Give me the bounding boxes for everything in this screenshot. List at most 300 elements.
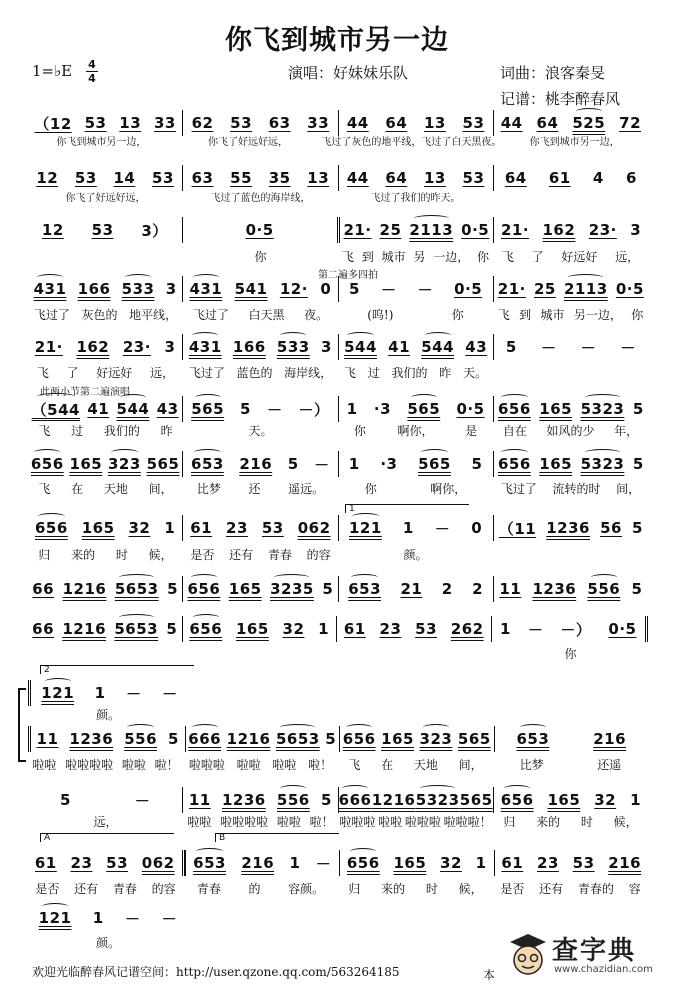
segment-mark-a: A	[40, 833, 174, 842]
time-signature	[86, 59, 98, 84]
lyric-word: 飞	[36, 365, 49, 380]
lyric-measure	[28, 189, 183, 204]
lyric-measure	[28, 422, 183, 439]
notation-row	[28, 787, 648, 813]
lyric-row	[28, 756, 648, 772]
note-group: 0·5	[456, 400, 485, 418]
note-group: 165	[539, 400, 573, 418]
note-group: 565	[407, 400, 441, 418]
lyric-measure	[493, 756, 648, 773]
note-group: 565	[146, 455, 180, 473]
note-group: 44	[500, 114, 523, 132]
note-group: 653	[193, 854, 226, 872]
lyric-word: 间，	[616, 481, 641, 496]
lyric-word: 天地	[103, 481, 128, 496]
note-group: 5	[59, 791, 71, 809]
lyric-measure	[28, 364, 183, 381]
measure	[493, 276, 648, 302]
lyric-word: 过	[71, 423, 84, 438]
measure	[28, 726, 185, 752]
note-group: 63	[191, 169, 214, 187]
note-group: 656	[34, 519, 68, 537]
note-group: 544	[344, 338, 377, 356]
note-group: 61	[190, 519, 213, 537]
note-group: 2113	[563, 280, 608, 298]
note-group: 53	[74, 169, 97, 187]
measure	[182, 396, 337, 422]
measure	[28, 616, 182, 642]
note-group: 13	[307, 169, 330, 187]
note-group: 0·5	[454, 280, 483, 298]
lyric-word: 你	[254, 249, 267, 264]
lyric-word: 到	[361, 249, 374, 264]
note-group: 5653	[275, 730, 320, 748]
lyric-word: 归	[503, 814, 516, 829]
lyric-measure	[321, 133, 501, 148]
note-group: 431	[188, 338, 222, 356]
note-group: 5653	[114, 620, 159, 638]
note-group: －	[266, 400, 283, 419]
note-group: 23·	[122, 338, 151, 356]
lyric-word: 青春的	[577, 881, 614, 896]
lyric-word: 啦啦	[236, 757, 261, 772]
note-group: －	[314, 455, 330, 474]
lyric-word: 来的	[536, 814, 561, 829]
note-group: （11	[498, 519, 537, 538]
lyric-word: 飞过了	[500, 481, 537, 496]
measure	[338, 334, 493, 360]
note-group: 544	[421, 338, 455, 356]
lyric-word: 的容	[306, 547, 331, 562]
lyric-word: 遥远。	[288, 481, 325, 496]
system-brace	[18, 688, 26, 762]
note-group: 11	[36, 730, 59, 748]
measure	[493, 576, 648, 602]
singer-credit: 演唱：好妹妹乐队	[288, 64, 409, 82]
notation-row	[28, 905, 188, 931]
lyric-word: 还有	[229, 547, 254, 562]
lyric-measure	[338, 422, 493, 439]
note-group: 21·	[34, 338, 63, 356]
lyric-word: 候，	[613, 814, 638, 829]
measure	[338, 576, 493, 602]
measure	[28, 787, 182, 813]
lyric-word: 城市	[381, 249, 406, 264]
note-group: 216	[241, 854, 275, 872]
note-group: 63	[268, 114, 291, 132]
note-group: 162	[76, 338, 110, 356]
note-group: 23	[70, 854, 93, 872]
lyric-measure	[183, 756, 338, 773]
measure	[338, 515, 493, 541]
note-group: 4	[592, 169, 604, 187]
lyric-row	[28, 306, 648, 322]
note-group: 61	[501, 854, 524, 872]
measure	[182, 515, 337, 541]
note-group: 165	[228, 580, 262, 598]
note-group: 5	[166, 620, 178, 638]
lyric-measure	[338, 756, 493, 773]
note-group: 1216	[62, 620, 107, 638]
lyric-word: 你	[631, 307, 644, 322]
note-group: 23	[379, 620, 402, 638]
lyric-word: 还有	[539, 881, 564, 896]
note-group: 1216	[226, 730, 271, 748]
transcriber-credit: 记谱：桃李醉春风	[500, 90, 621, 108]
lyric-word: 青春	[196, 881, 221, 896]
note-group: 556	[587, 580, 621, 598]
note-group: 121	[38, 909, 72, 927]
lyric-measure	[183, 480, 338, 497]
lyric-row	[28, 706, 188, 722]
lyric-word: 我们的	[391, 365, 428, 380]
note-group: 1	[475, 854, 487, 872]
lyric-row	[28, 546, 648, 562]
lyric-word: 海岸线，	[284, 365, 333, 380]
lyric-row	[28, 188, 648, 204]
note-group: 565	[459, 791, 493, 809]
lyric-row	[28, 364, 648, 380]
lyric-word: 你	[477, 249, 490, 264]
lyric-word: 另	[413, 249, 426, 264]
note-group: 1	[164, 519, 176, 537]
lyric-measure	[28, 880, 183, 897]
note-group: ·3	[373, 400, 392, 418]
lyric-measure	[28, 706, 188, 723]
lyric-word: 比梦	[196, 481, 221, 496]
lyric-word: 飞	[501, 249, 514, 264]
note-group: 5323	[415, 791, 460, 809]
measure	[28, 276, 182, 302]
note-group: 53	[462, 114, 485, 132]
lyric-word: 飞	[38, 423, 51, 438]
note-group: 0	[471, 519, 483, 537]
note-group: 5	[631, 580, 643, 598]
note-group: 062	[297, 519, 331, 537]
note-group: 121	[349, 519, 382, 537]
measure	[336, 616, 491, 642]
measure	[185, 850, 340, 876]
note-group: 13	[423, 114, 446, 132]
annotation-second-time: 第二遍多四拍	[318, 270, 378, 281]
note-group: 72	[619, 114, 642, 132]
notation-row	[28, 680, 188, 706]
lyric-word: 时	[425, 881, 438, 896]
lyric-measure	[183, 422, 338, 439]
note-group: 55	[230, 169, 253, 187]
note-group: 323	[108, 455, 141, 473]
measure	[182, 787, 337, 813]
lyric-measure	[183, 880, 338, 897]
lyric-word: 容颜。	[288, 881, 325, 896]
lyric-word: 飞	[341, 249, 354, 264]
lyric-word: 如风的少	[546, 423, 595, 438]
lyric-measure	[493, 813, 648, 830]
lyric-word: 天。	[248, 423, 273, 438]
lyric-measure	[338, 248, 493, 265]
note-group: 53	[230, 114, 253, 132]
note-group: 53	[84, 114, 107, 132]
note-group: 12·	[279, 280, 308, 298]
note-group: 533	[276, 338, 310, 356]
lyric-measure	[175, 133, 322, 148]
lyric-word: 好远好	[561, 249, 598, 264]
measure	[491, 616, 649, 642]
measure	[28, 334, 182, 360]
lyricist-credit: 词曲：浪客秦旻	[500, 64, 606, 82]
note-group: 53	[91, 221, 114, 239]
lyric-word: 啊你，	[430, 481, 467, 496]
note-group: 262	[450, 620, 484, 638]
note-group: 5	[168, 730, 179, 748]
note-group: 21·	[497, 280, 526, 298]
lyric-word: 容	[628, 881, 641, 896]
notation-row	[28, 850, 648, 876]
logo-text: 查字典	[552, 936, 637, 966]
measure	[28, 451, 182, 477]
note-group: 11	[188, 791, 211, 809]
lyric-measure	[493, 306, 648, 323]
lyric-word: 间，	[148, 481, 173, 496]
note-group: 1	[402, 519, 414, 537]
note-group: 1	[318, 620, 330, 638]
lyric-word: 蓝色的	[236, 365, 273, 380]
note-group: 6	[625, 169, 637, 187]
lyric-word: 远，	[615, 249, 640, 264]
note-group: 53	[261, 519, 284, 537]
lyric-word: 你飞了好远好远，	[208, 136, 288, 148]
lyric-word: 啦啦啦	[339, 814, 376, 829]
lyric-measure	[338, 364, 493, 381]
note-group: 666	[338, 791, 372, 809]
lyric-word: 比梦	[519, 757, 544, 772]
lyric-row	[28, 934, 188, 950]
lyric-word: 你	[364, 481, 377, 496]
lyric-word: 好远好	[96, 365, 133, 380]
note-group: 33	[153, 114, 176, 132]
note-group: 64	[385, 114, 408, 132]
note-group: 5	[167, 580, 178, 598]
lyric-word: 啦啦	[272, 757, 297, 772]
lyric-word: 灰色的	[81, 307, 118, 322]
note-group: 165	[381, 730, 414, 748]
note-group: 41	[388, 338, 411, 356]
lyric-word: 远，	[150, 365, 175, 380]
lyric-measure	[183, 546, 338, 563]
note-group: －	[540, 338, 557, 357]
note-group: 1216	[62, 580, 107, 598]
lyric-word: 来的	[381, 881, 406, 896]
notation-row	[28, 334, 648, 360]
note-group: －	[620, 338, 636, 357]
lyric-word: 青春	[267, 547, 292, 562]
lyric-word: 你	[353, 423, 366, 438]
note-group: 121	[41, 684, 75, 702]
note-group: 5	[325, 730, 337, 748]
note-group: 3	[630, 221, 642, 239]
notation-row	[28, 396, 648, 422]
note-group: 66	[32, 580, 55, 598]
note-group: 525	[572, 114, 606, 132]
lyric-word: 你飞到城市另一边，	[529, 136, 620, 148]
note-group: 0	[320, 280, 332, 298]
lyric-row	[28, 645, 648, 661]
note-group: 2113	[409, 221, 454, 239]
lyric-word: 候，	[458, 881, 483, 896]
note-group: 565	[191, 400, 225, 418]
note-group: 323	[419, 730, 453, 748]
lyric-word: 啦啦啦啦	[220, 814, 269, 829]
note-group: －	[161, 909, 178, 928]
note-group: 556	[124, 730, 158, 748]
lyric-measure	[493, 480, 648, 497]
lyric-word: 飞过了	[192, 307, 229, 322]
lyric-word: 的	[248, 881, 261, 896]
lyric-word: 飞	[38, 481, 51, 496]
measure	[185, 726, 340, 752]
lyric-row	[28, 880, 648, 896]
lyric-word: 颜。	[403, 547, 428, 562]
note-group: 0·5	[245, 221, 274, 239]
note-group: 166	[77, 280, 111, 298]
lyric-word: 青春	[112, 881, 137, 896]
note-group: 66	[32, 620, 55, 638]
measure	[28, 680, 188, 706]
note-group: 556	[276, 791, 310, 809]
note-group: 656	[30, 455, 64, 473]
note-group: 25	[533, 280, 556, 298]
note-group: 23·	[588, 221, 617, 239]
note-group: 5323	[580, 400, 625, 418]
lyric-word: 是否	[35, 881, 60, 896]
note-group: （12	[34, 114, 72, 133]
note-group: 431	[33, 280, 67, 298]
notation-row	[28, 515, 648, 541]
note-group: 62	[191, 114, 214, 132]
note-group: 3	[320, 338, 332, 356]
lyric-word: 昨	[160, 423, 173, 438]
time-signature-bottom: 4	[88, 72, 96, 85]
note-group: 32	[594, 791, 617, 809]
note-group: 165	[235, 620, 269, 638]
note-group: －	[381, 280, 397, 299]
notation-row	[28, 451, 648, 477]
lyric-word: 归	[348, 881, 361, 896]
note-group: 12	[41, 221, 64, 239]
note-group: 5653	[114, 580, 159, 598]
lyric-row	[28, 600, 648, 616]
note-group: 5	[471, 455, 483, 473]
note-group: 165	[547, 791, 581, 809]
measure	[182, 576, 337, 602]
note-group: 25	[379, 221, 402, 239]
notation-row	[28, 576, 648, 602]
lyric-word: 在	[381, 757, 394, 772]
lyric-measure	[183, 364, 338, 381]
note-group: 166	[232, 338, 266, 356]
lyric-word: 还有	[74, 881, 99, 896]
footer-char: 本	[483, 968, 496, 982]
note-group: 2	[472, 580, 484, 598]
note-group: 5323	[580, 455, 625, 473]
note-group: 1	[94, 684, 106, 702]
note-group: 1	[92, 909, 104, 927]
lyric-word: 在	[71, 481, 84, 496]
note-group: 53	[572, 854, 595, 872]
note-group: 5	[320, 791, 332, 809]
note-group: 162	[542, 221, 576, 239]
note-group: 5	[505, 338, 517, 356]
lyric-measure	[183, 306, 338, 323]
note-group: 431	[189, 280, 223, 298]
lyric-word: 天。	[463, 365, 488, 380]
lyric-word: 流转的时	[552, 481, 601, 496]
lyric-word: 飞	[348, 757, 361, 772]
note-group: 32	[282, 620, 305, 638]
note-group: －	[124, 909, 141, 928]
lyric-word: 飞	[497, 307, 510, 322]
note-group: 656	[500, 791, 534, 809]
lyric-word: 另一边，	[573, 307, 622, 322]
note-group: －	[134, 791, 151, 810]
measure	[493, 334, 648, 360]
lyric-measure	[28, 756, 183, 773]
lyric-measure	[338, 880, 493, 897]
measure	[28, 576, 182, 602]
measure	[338, 787, 493, 813]
measure	[493, 787, 648, 813]
note-group: 64	[385, 169, 408, 187]
note-group: 653	[191, 455, 224, 473]
note-group: 32	[440, 854, 462, 872]
note-group: 1	[346, 400, 358, 418]
note-group: 533	[121, 280, 155, 298]
note-group: 1	[499, 620, 511, 638]
lyric-measure	[338, 546, 493, 563]
measure	[493, 217, 648, 243]
measure	[493, 515, 648, 541]
note-group: 5	[322, 580, 334, 598]
note-group: 64	[536, 114, 559, 132]
lyric-word: 时	[580, 814, 593, 829]
note-group: －	[527, 620, 544, 639]
note-group: 13	[119, 114, 142, 132]
lyric-word: 还遥	[597, 757, 622, 772]
lyric-measure	[28, 546, 183, 563]
lyric-word: 啦啦啦！	[443, 814, 492, 829]
note-group: 35	[268, 169, 291, 187]
lyric-word: 啦！	[309, 814, 334, 829]
lyric-word: 飞	[343, 365, 356, 380]
note-group: 21·	[343, 221, 372, 239]
note-group: 56	[600, 519, 622, 537]
lyric-word: 一边，	[433, 249, 470, 264]
lyric-word: 啦！	[308, 757, 333, 772]
measure	[28, 396, 182, 422]
note-group: 165	[69, 455, 103, 473]
measure	[337, 217, 494, 243]
lyric-measure	[493, 248, 648, 265]
note-group: 33	[307, 114, 330, 132]
lyric-row	[28, 132, 648, 148]
note-group: 216	[239, 455, 273, 473]
lyric-word: 昨	[439, 365, 452, 380]
lyric-word: 啦啦啦	[404, 814, 441, 829]
lyric-word: 飞过了灰色的地平线，飞过了白天黑夜。	[321, 136, 502, 148]
lyric-word: 飞过了	[33, 307, 70, 322]
note-group: 216	[608, 854, 642, 872]
note-group: 1236	[532, 580, 577, 598]
